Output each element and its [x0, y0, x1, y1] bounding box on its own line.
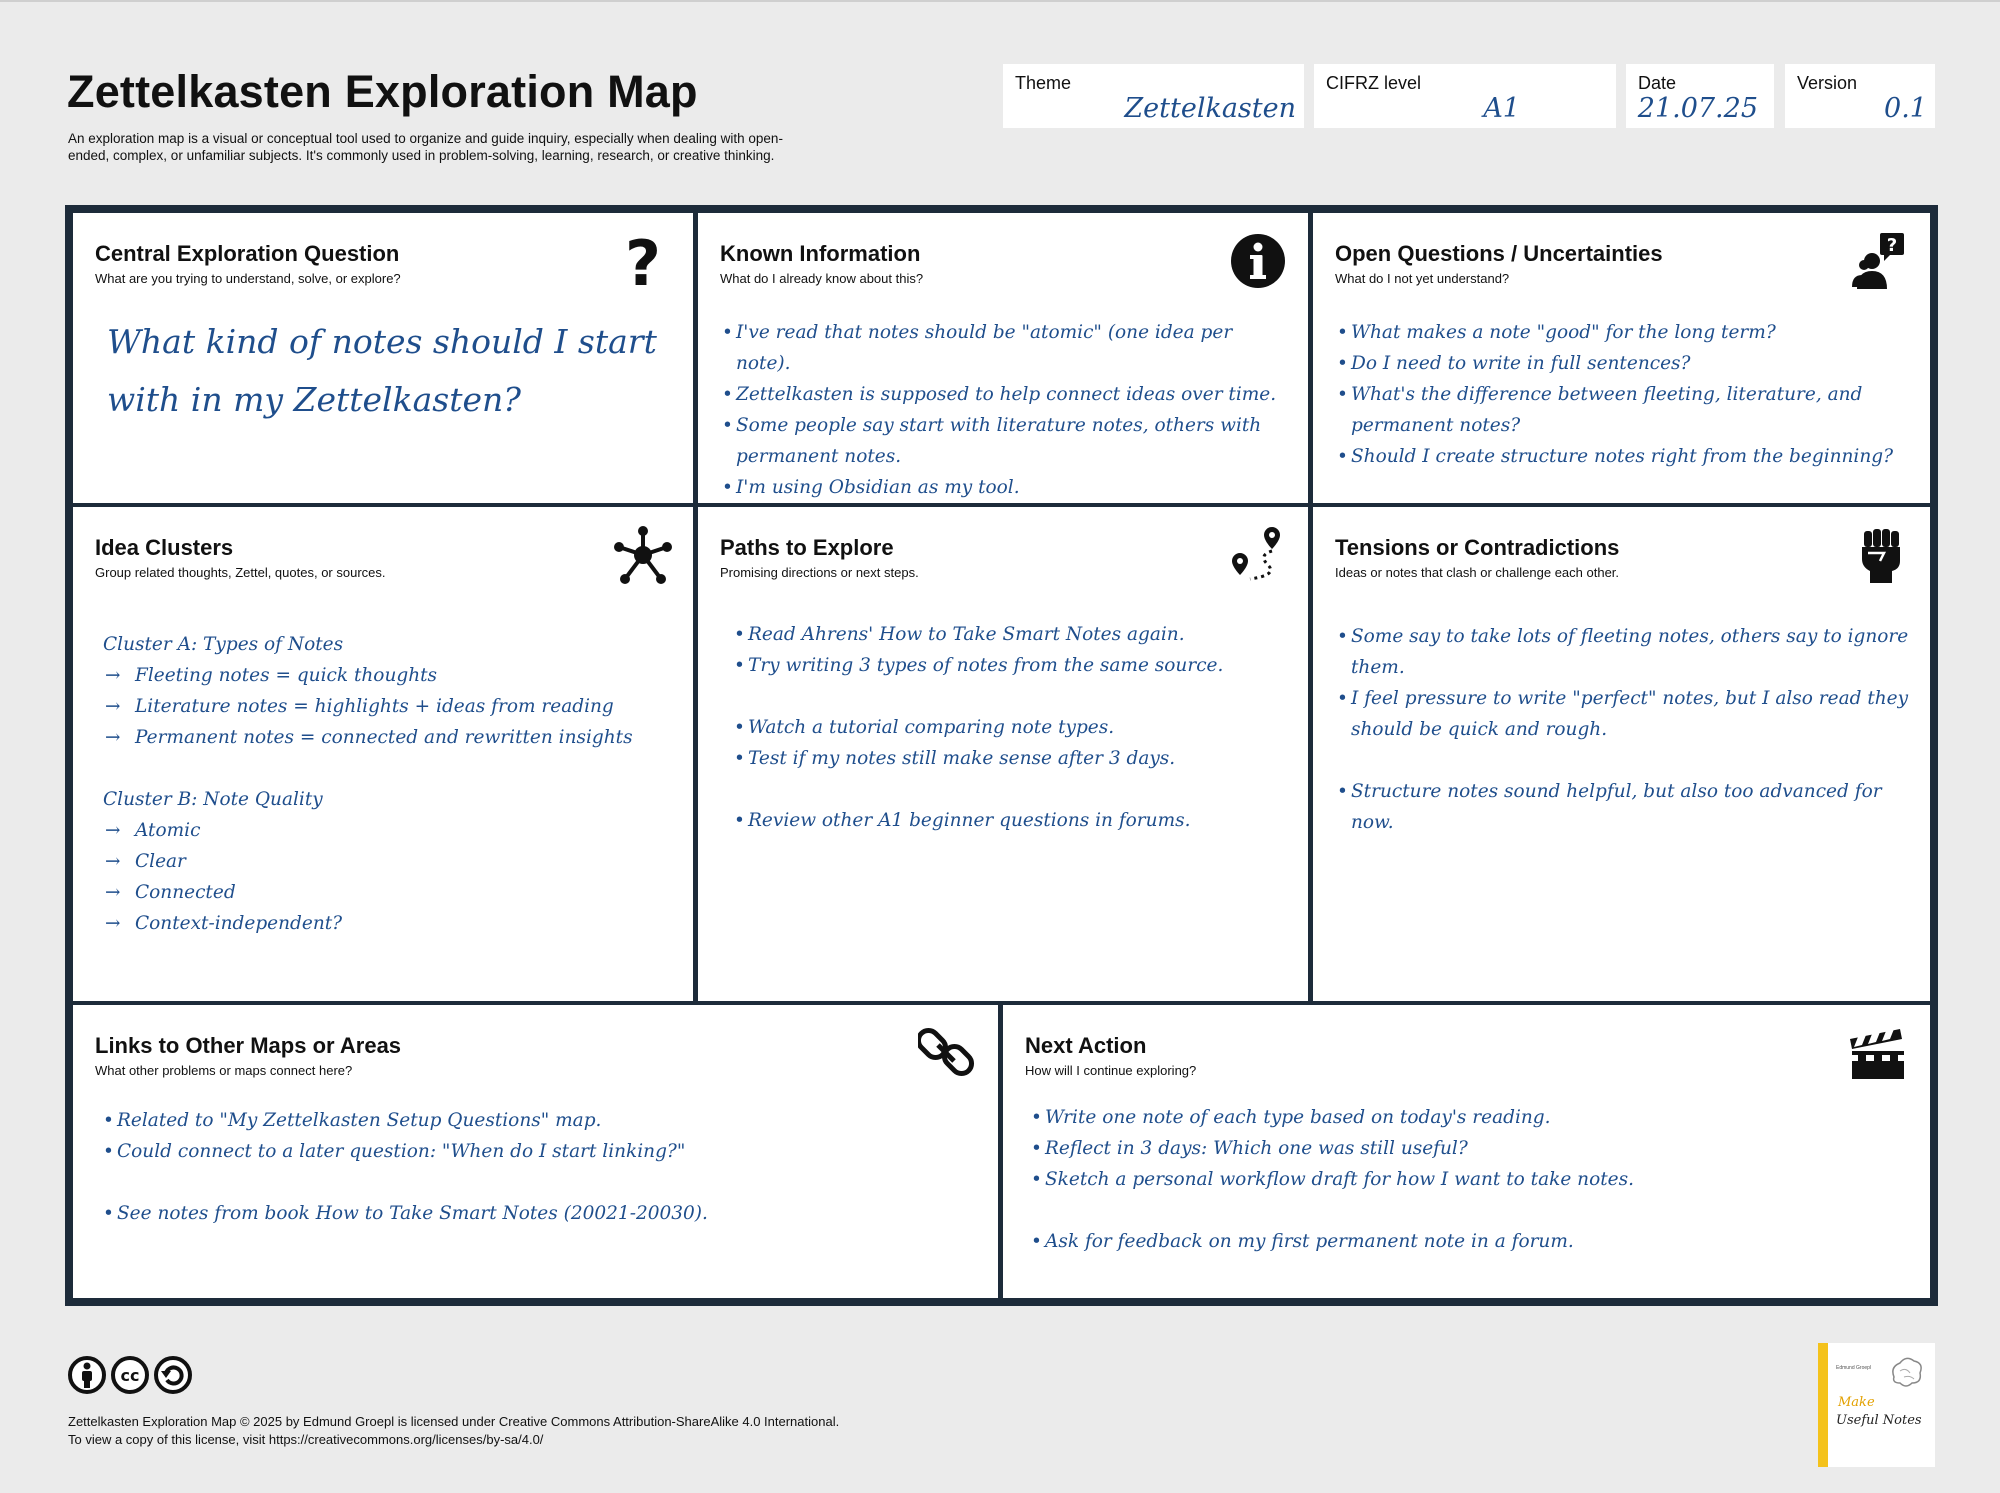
list-item: • Ask for feedback on my first permanent note in a forum. — [1031, 1231, 1574, 1252]
exploration-board — [65, 205, 1938, 1306]
svg-text:?: ? — [625, 231, 661, 291]
open-questions-subtitle: What do I not yet understand? — [1335, 271, 1510, 286]
brain-sketch-icon — [1886, 1353, 1926, 1393]
central-question-subtitle: What are you trying to understand, solve, or explore? — [95, 271, 401, 286]
license-icons[interactable] — [67, 1355, 197, 1395]
book-title-line1: Make — [1838, 1395, 1875, 1410]
list-item: • I've read that notes should be "atomic" (one idea per note). — [722, 322, 1233, 374]
list-item: • What's the difference between fleeting, literature, and permanent notes? — [1337, 384, 1863, 436]
list-item: • See notes from book How to Take Smart Notes (20021-20030). — [103, 1203, 708, 1224]
meta-level-field[interactable] — [1314, 64, 1616, 128]
list-item: → Connected — [105, 882, 236, 903]
open-questions-cell[interactable] — [1313, 213, 1930, 503]
info-icon — [1228, 231, 1288, 291]
meta-level-value: A1 — [1483, 93, 1520, 124]
list-item: • Write one note of each type based on today's reading. — [1031, 1107, 1551, 1128]
known-information-list — [722, 317, 1292, 503]
list-item: • Test if my notes still make sense after 3 days. — [734, 748, 1176, 769]
central-question-text: What kind of notes should I start with in my Zettelkasten? — [107, 322, 657, 419]
book-title-line2: Useful Notes — [1836, 1413, 1922, 1428]
list-item: • Should I create structure notes right from the beginning? — [1337, 446, 1894, 467]
central-question-cell[interactable] — [73, 213, 693, 503]
page-description: An exploration map is a visual or conceptual tool used to organize and guide inquiry, especially when dealing with open-ended, complex, or unfamiliar subjects. It's commonly used in problem-solving, learning, research, or creative thinking. — [68, 131, 783, 163]
paths-to-explore-subtitle: Promising directions or next steps. — [720, 565, 919, 580]
cc-icon — [113, 1358, 147, 1392]
list-item: • Related to "My Zettelkasten Setup Questions" map. — [103, 1110, 602, 1131]
cluster-b-heading: Cluster B: Note Quality — [103, 789, 323, 810]
svg-text:cc: cc — [120, 1366, 140, 1385]
central-question-title: Central Exploration Question — [95, 241, 400, 266]
license-text: Zettelkasten Exploration Map © 2025 by Edmund Groepl is licensed under Creative Commons Attribution-ShareAlike 4.0 International. — [68, 1414, 840, 1429]
route-pin-icon — [1228, 525, 1288, 585]
meta-theme-label: Theme — [1015, 73, 1072, 93]
meta-date-field[interactable] — [1626, 64, 1774, 128]
cluster-list — [103, 629, 683, 939]
tensions-cell[interactable] — [1313, 507, 1930, 1001]
idea-clusters-title: Idea Clusters — [95, 535, 234, 560]
list-item: • Some say to take lots of fleeting notes, others say to ignore them. — [1337, 626, 1909, 678]
cc-by-icon — [70, 1358, 104, 1392]
question-mark-icon — [613, 231, 673, 291]
person-question-icon — [1850, 231, 1910, 291]
list-item: • What makes a note "good" for the long term? — [1337, 322, 1776, 343]
tensions-subtitle: Ideas or notes that clash or challenge each other. — [1335, 565, 1620, 580]
list-item: → Permanent notes = connected and rewritten insights — [105, 727, 633, 748]
list-item: → Fleeting notes = quick thoughts — [105, 665, 438, 686]
list-item: → Clear — [105, 851, 186, 872]
meta-version-value: 0.1 — [1884, 93, 1927, 124]
idea-clusters-cell[interactable] — [73, 507, 693, 1001]
meta-date-label: Date — [1638, 73, 1677, 93]
links-list — [103, 1105, 983, 1229]
cluster-a-heading: Cluster A: Types of Notes — [103, 634, 344, 655]
list-item: • Some people say start with literature notes, others with permanent notes. — [722, 415, 1262, 467]
next-action-cell[interactable] — [1003, 1005, 1930, 1298]
paths-to-explore-cell[interactable] — [698, 507, 1308, 1001]
next-action-title: Next Action — [1025, 1033, 1147, 1058]
list-item: → Context-independent? — [105, 913, 343, 934]
meta-date-value: 21.07.25 — [1637, 93, 1758, 124]
book-cover-thumbnail[interactable] — [1818, 1343, 1935, 1467]
network-hub-icon — [613, 525, 673, 585]
idea-clusters-subtitle: Group related thoughts, Zettel, quotes, or sources. — [95, 565, 386, 580]
list-item: • Try writing 3 types of notes from the same source. — [734, 655, 1224, 676]
list-item: • Reflect in 3 days: Which one was still useful? — [1031, 1138, 1468, 1159]
known-information-subtitle: What do I already know about this? — [720, 271, 924, 286]
page-title: Zettelkasten Exploration Map — [67, 66, 698, 117]
raised-fist-icon — [1850, 525, 1910, 585]
clapperboard-icon — [1846, 1023, 1906, 1083]
meta-theme-field[interactable] — [1003, 64, 1304, 128]
svg-text:?: ? — [1886, 235, 1898, 256]
paths-to-explore-title: Paths to Explore — [720, 535, 894, 560]
open-questions-title: Open Questions / Uncertainties — [1335, 241, 1663, 266]
meta-theme-value: Zettelkasten — [1124, 93, 1296, 124]
list-item: • Zettelkasten is supposed to help connect ideas over time. — [722, 384, 1277, 405]
list-item: • Watch a tutorial comparing note types. — [734, 717, 1115, 738]
known-information-title: Known Information — [720, 241, 921, 266]
next-action-list — [1031, 1102, 1911, 1257]
chain-link-icon — [918, 1023, 978, 1083]
links-cell[interactable] — [73, 1005, 998, 1298]
open-questions-list — [1337, 317, 1907, 472]
list-item: • I'm using Obsidian as my tool. — [722, 477, 1020, 498]
list-item: → Literature notes = highlights + ideas from reading — [105, 696, 614, 717]
links-title: Links to Other Maps or Areas — [95, 1033, 402, 1058]
list-item: • Read Ahrens' How to Take Smart Notes again. — [734, 624, 1185, 645]
cc-sa-icon — [156, 1358, 190, 1392]
meta-level-label: CIFRZ level — [1326, 73, 1422, 93]
list-item: • I feel pressure to write "perfect" notes, but I also read they should be quick and rough. — [1337, 688, 1909, 740]
top-divider — [0, 0, 2000, 2]
list-item: • Structure notes sound helpful, but also too advanced for now. — [1337, 781, 1882, 833]
links-subtitle: What other problems or maps connect here? — [95, 1063, 353, 1078]
list-item: • Sketch a personal workflow draft for how I want to take notes. — [1031, 1169, 1634, 1190]
known-information-cell[interactable] — [698, 213, 1308, 503]
list-item: • Do I need to write in full sentences? — [1337, 353, 1691, 374]
tensions-list — [1337, 621, 1912, 838]
meta-version-label: Version — [1797, 73, 1858, 93]
meta-version-field[interactable] — [1785, 64, 1935, 128]
license-url-text: To view a copy of this license, visit https://creativecommons.org/licenses/by-sa/4.0/ — [68, 1432, 544, 1447]
next-action-subtitle: How will I continue exploring? — [1025, 1063, 1197, 1078]
book-author: Edmund Groepl — [1836, 1365, 1872, 1371]
tensions-title: Tensions or Contradictions — [1335, 535, 1620, 560]
paths-list — [734, 619, 1294, 836]
list-item: • Could connect to a later question: "When do I start linking?" — [103, 1141, 686, 1162]
list-item: • Review other A1 beginner questions in forums. — [734, 810, 1191, 831]
list-item: → Atomic — [105, 820, 201, 841]
